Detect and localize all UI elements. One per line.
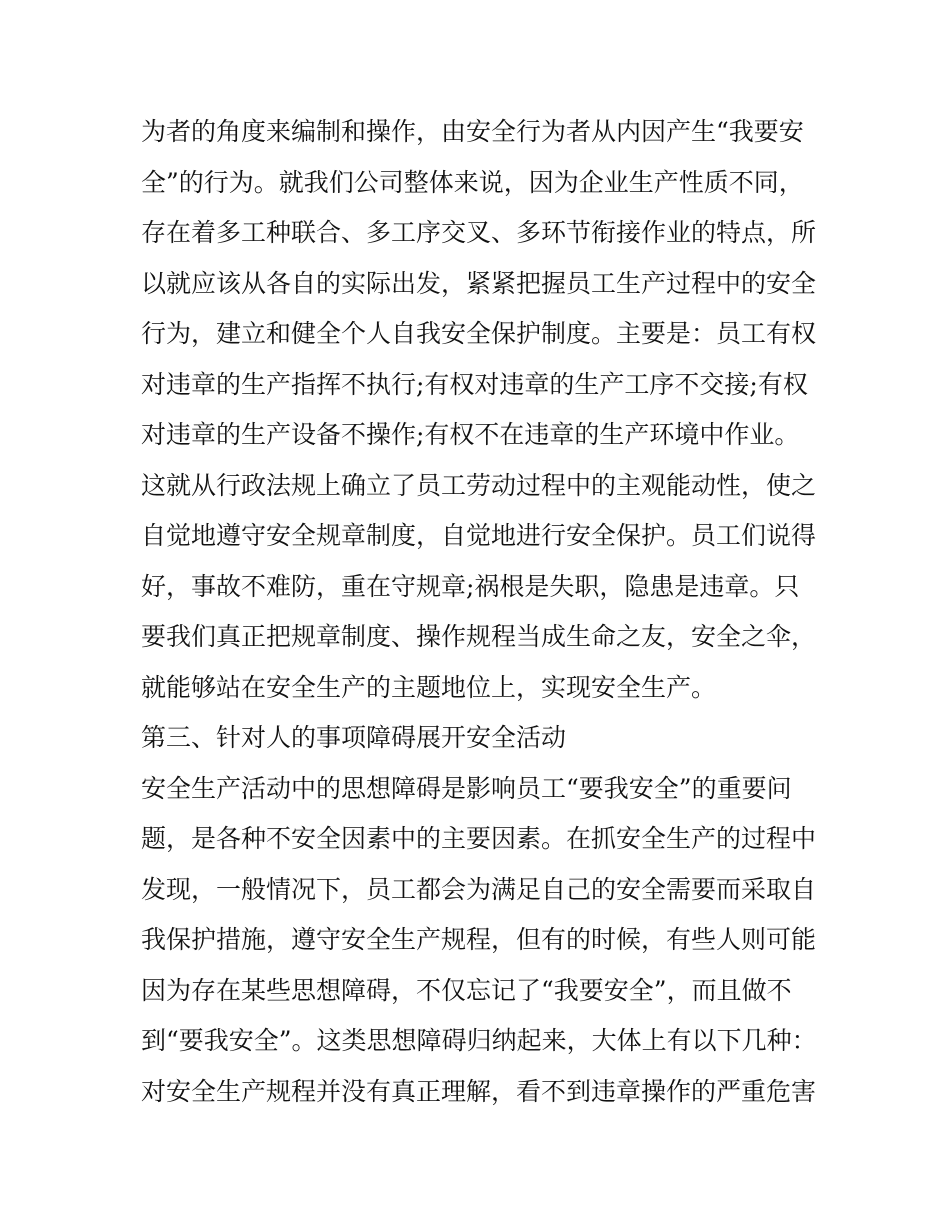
body-text: [141, 107, 821, 1117]
text-line: 自觉地遵守安全规章制度，自觉地进行安全保护。员工们说得: [141, 521, 817, 550]
text-line: 发现，一般情况下，员工都会为满足自己的安全需要而采取自: [141, 874, 817, 904]
text-line: 安全生产活动中的思想障碍是影响员工“要我安全”的重要问: [141, 773, 792, 803]
text-line: 因为存在某些思想障碍，不仅忘记了“我要安全”，而且做不: [141, 975, 792, 1005]
text-line: 对违章的生产指挥不执行;有权对违章的生产工序不交接;有权: [141, 369, 808, 399]
text-line: 对违章的生产设备不操作;有权不在违章的生产环境中作业。: [141, 420, 800, 449]
text-line: 行为，建立和健全个人自我安全保护制度。主要是：员工有权: [141, 319, 817, 348]
text-line: 就能够站在安全生产的主题地位上，实现安全生产。: [141, 672, 717, 702]
text-line: 存在着多工种联合、多工序交叉、多环节衔接作业的特点，所: [141, 218, 817, 247]
text-line: 好，事故不难防，重在守规章;祸根是失职，隐患是违章。只: [141, 571, 800, 601]
text-line: 以就应该从各自的实际出发，紧紧把握员工生产过程中的安全: [141, 268, 817, 298]
text-line: 我保护措施，遵守安全生产规程，但有的时候，有些人则可能: [141, 925, 817, 954]
text-line: 到“要我安全”。这类思想障碍归纳起来，大体上有以下几种：: [141, 1026, 817, 1055]
section-heading: 第三、针对人的事项障碍展开安全活动: [141, 723, 567, 752]
text-line: 对安全生产规程并没有真正理解，看不到违章操作的严重危害: [141, 1076, 817, 1106]
text-line: 题，是各种不安全因素中的主要因素。在抓安全生产的过程中: [141, 824, 817, 853]
text-line: 全”的行为。就我们公司整体来说，因为企业生产性质不同，: [141, 167, 804, 197]
text-line: 要我们真正把规章制度、操作规程当成生命之友，安全之伞，: [141, 622, 817, 651]
text-line: 为者的角度来编制和操作，由安全行为者从内因产生“我要安: [141, 117, 804, 146]
text-line: 这就从行政法规上确立了员工劳动过程中的主观能动性，使之: [141, 470, 817, 500]
